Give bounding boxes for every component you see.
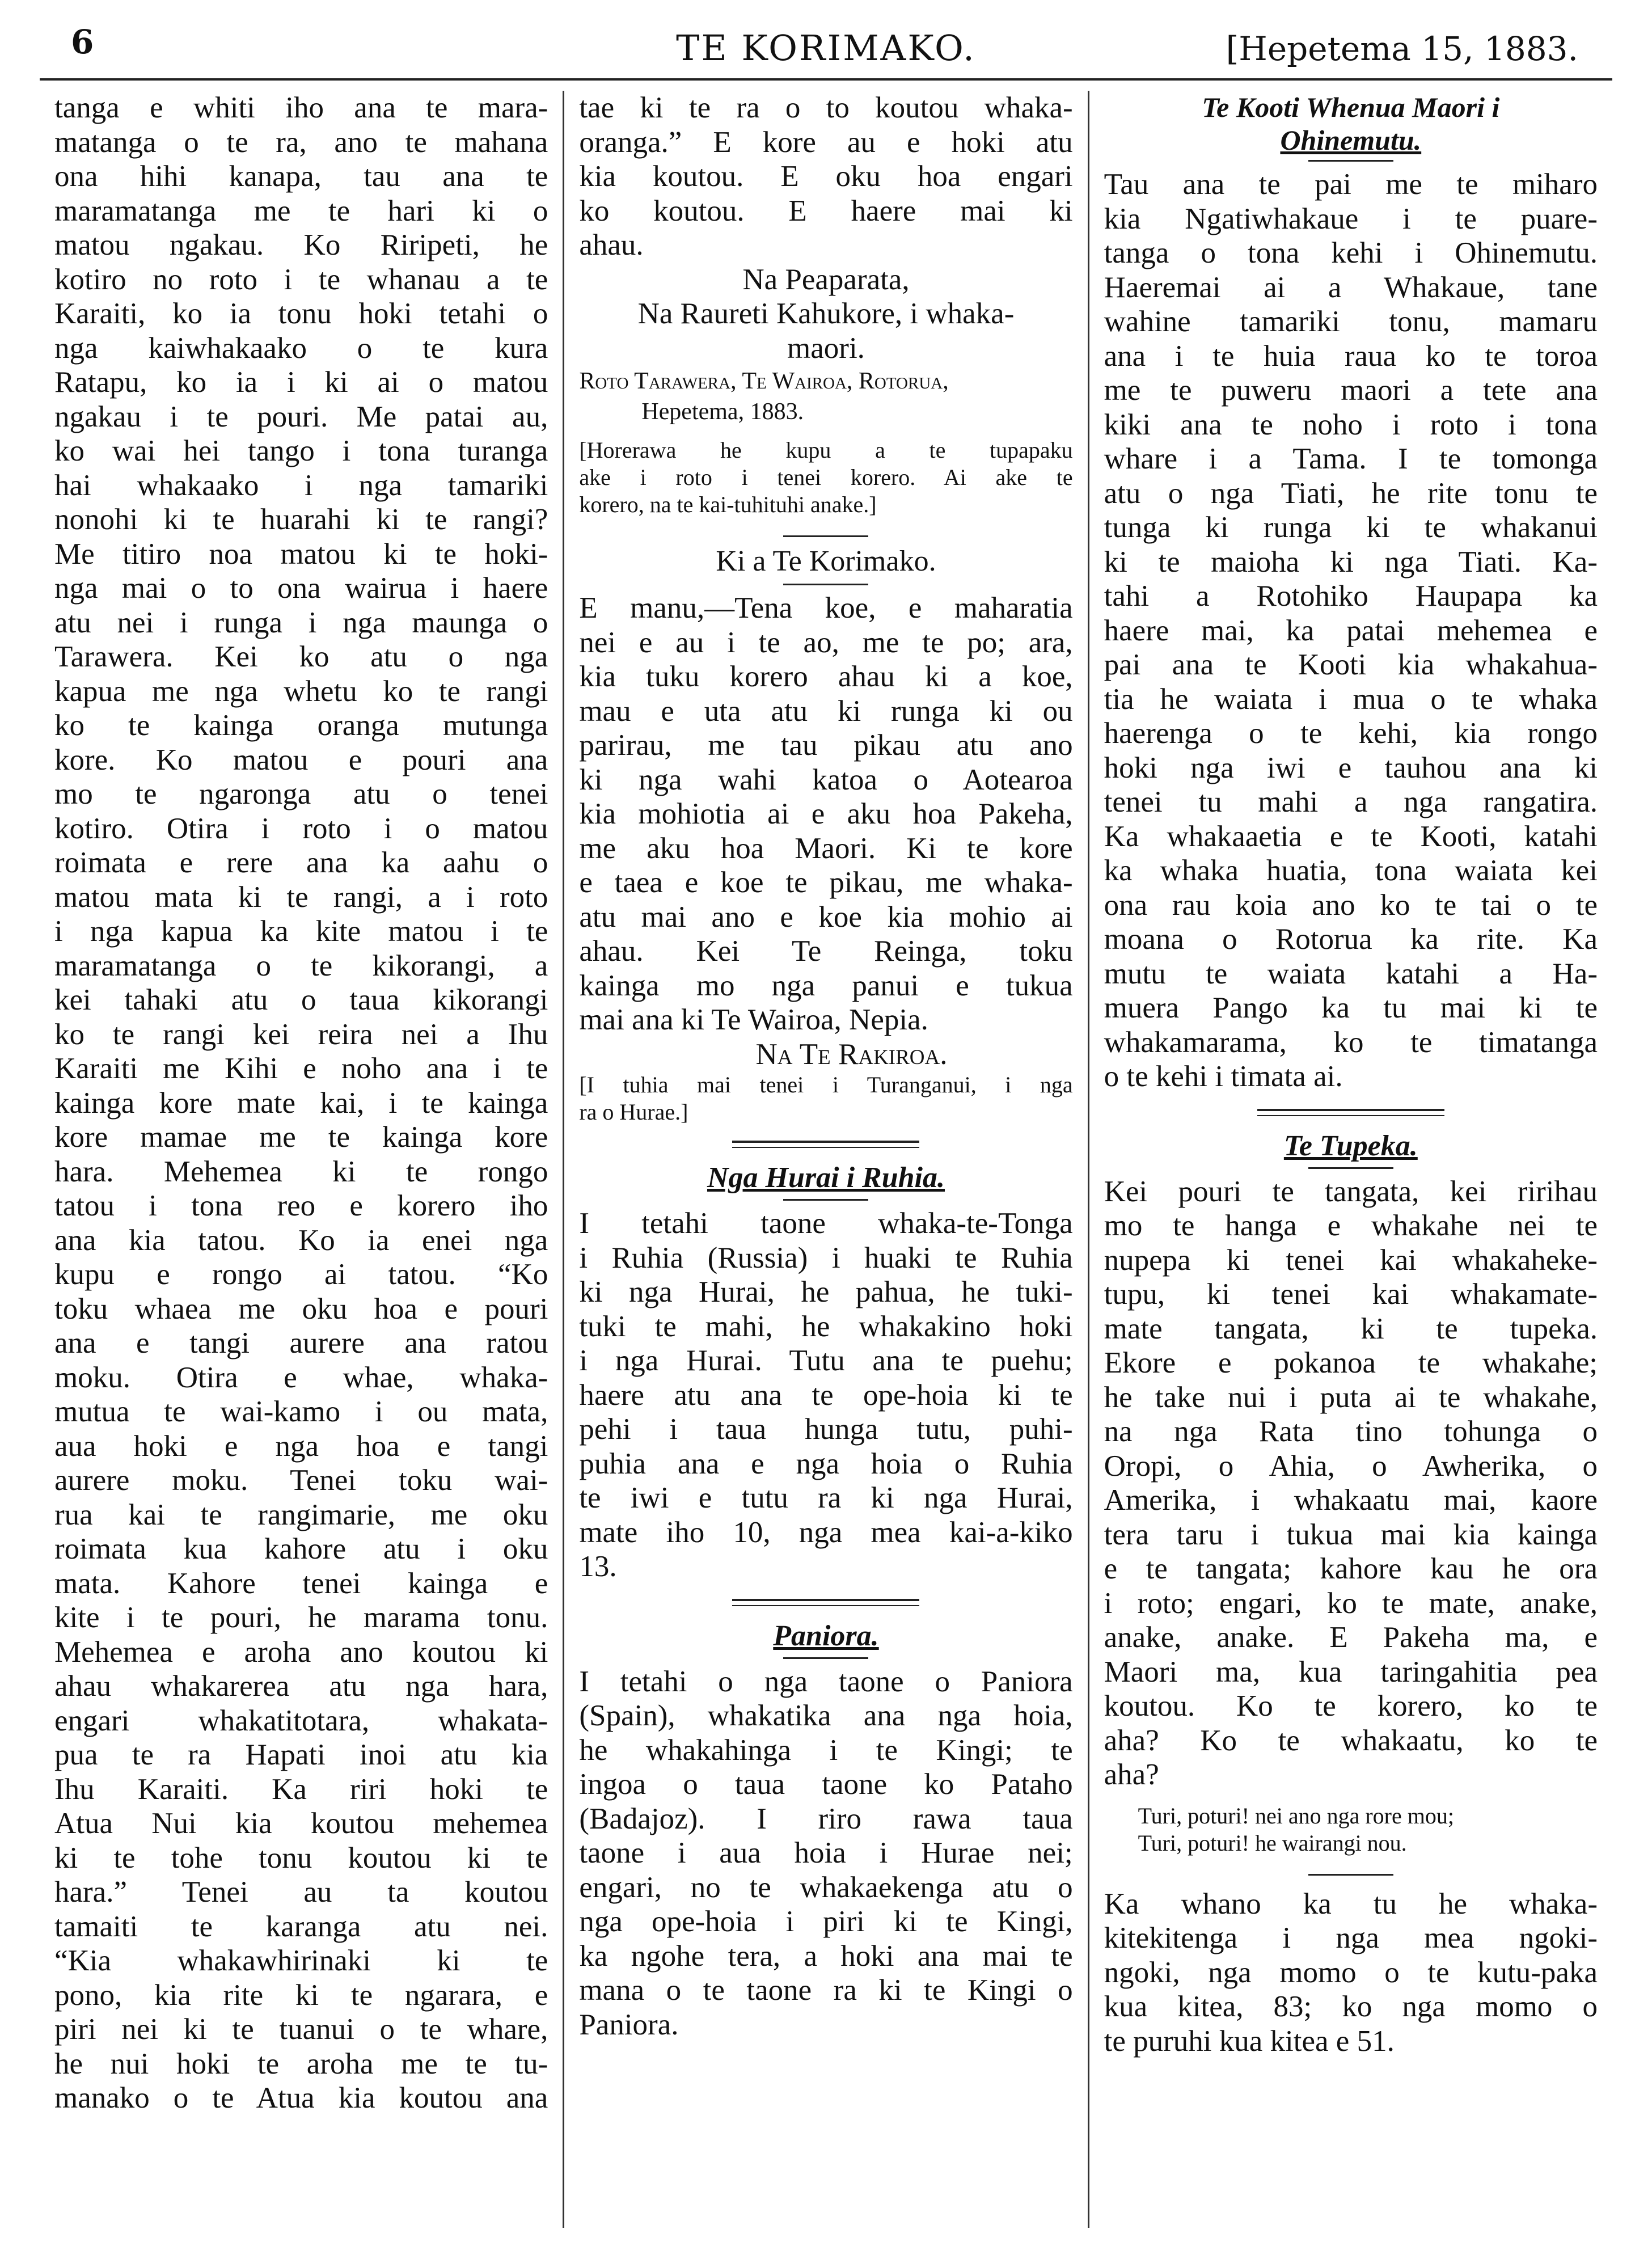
text-line: tatou i tona reo e korero iho [54,1189,548,1222]
text-line: pai ana te Kooti kia whakahua- [1104,648,1598,681]
text-line: e te tangata; kahore kau he ora [1104,1552,1598,1585]
text-line: tamaiti te karanga atu nei. [54,1910,548,1943]
text-line: koutou. Ko te korero, ko te [1104,1690,1598,1722]
short-rule [783,1199,868,1201]
text-line: I tetahi taone whaka-te-Tonga [579,1207,1073,1240]
columns [40,91,1612,2228]
note-line: ra o Hurae.] [579,1099,688,1125]
text-line: Haeremai ai a Whakaue, tane [1104,271,1598,304]
text-line: i roto; engari, ko te mate, anake, [1104,1586,1598,1620]
text-line: roimata kua kahore atu i oku [54,1532,548,1565]
text-line: mate tangata, ki te tupeka. [1104,1312,1598,1345]
double-rule [1257,1109,1444,1116]
text-line: ka whaka huatia, tona waiata kei [1104,854,1598,887]
text-line: Ihu Karaiti. Ka riri hoki te [54,1772,548,1806]
text-line: ko te rangi kei reira nei a Ihu [54,1017,548,1051]
text-line: tera taru i tukua mai kia kainga [1104,1518,1598,1551]
text-line: mata. Kahore tenei kainga e [54,1567,548,1600]
text-line: ahau. [579,229,644,261]
text-line: nga ope-hoia i piri ki te Kingi, [579,1905,1073,1938]
text-line: wahine tamariki tonu, mamaru [1104,305,1598,338]
text-line: haerenga o te kehi, kia rongo [1104,717,1598,750]
text-line: kua kitea, 83; ko nga momo o [1104,1990,1598,2023]
section-heading-russia: Nga Hurai i Ruhia. [707,1162,945,1194]
text-line: taone i aua hoia i Hurae nei; [579,1836,1073,1869]
text-line: tunga ki runga ki te whakanui [1104,511,1598,544]
text-line: tuki te mahi, he whakakino hoki [579,1310,1073,1343]
text-line: kiki ana te noho i roto i tona [1104,408,1598,441]
issue-date: [Hepetema 15, 1883. [1226,29,1578,68]
section-heading-court: Te Kooti Whenua Maori i [1202,91,1500,123]
text-line: atu mai ano e koe kia mohio ai [579,900,1073,934]
text-line: kapua me nga whetu ko te rangi [54,674,548,708]
note-line: [Horerawa he kupu a te tupapaku [579,437,1073,463]
text-line: tupu, ki tenei kai whakamate- [1104,1278,1598,1311]
text-line: toku whaea me oku hoa e pouri [54,1292,548,1325]
text-line: Atua Nui kia koutou mehemea [54,1807,548,1840]
text-line: ka ngohe tera, a hoki ana mai te [579,1939,1073,1973]
text-line: kainga mo nga panui e tukua [579,969,1073,1002]
text-line: kainga kore mate kai, i te kainga [54,1086,548,1120]
text-line: kia Ngatiwhakaue i te puare- [1104,202,1598,235]
text-line: hara.” Tenei au ta koutou [54,1876,548,1909]
section-heading-court-place: Ohinemutu. [1280,124,1422,156]
text-line: ingoa o taua taone ko Pataho [579,1768,1073,1801]
text-line: 13. [579,1550,617,1583]
article-land-court [1104,167,1598,1094]
letter-heading: Ki a Te Korimako. [716,545,936,577]
text-line: ki nga wahi katoa o Aotearoa [579,763,1073,796]
text-line: ana i te huia raua ko te toroa [1104,339,1598,373]
text-line: ahau whakarerea atu nga hara, [54,1670,548,1703]
text-line: roimata e rere ana ka aahu o [54,846,548,879]
signoff-line: Na Raureti Kahukore, i whaka- [637,297,1015,330]
text-line: i nga Hurai. Tutu ana te puehu; [579,1344,1073,1377]
text-line: whakamarama, ko te timatanga [1104,1025,1598,1059]
text-line: maramatanga me te hari ki o [54,194,548,227]
text-line: kotiro. Otira i roto i o matou [54,812,548,845]
text-line: te puruhi kua kitea e 51. [1104,2024,1395,2058]
text-line: Ratapu, ko ia i ki ai o matou [54,366,548,399]
text-line: he nui hoki te aroha me te tu- [54,2047,548,2080]
text-line: mutua te wai-kamo i ou mata, [54,1395,548,1428]
text-line: hara. Mehemea ki te rongo [54,1155,548,1188]
short-rule [783,584,868,585]
text-line: Karaiti me Kihi e noho ana i te [54,1052,548,1085]
text-line: piri nei ki te tuanui o te whare, [54,2013,548,2046]
note-line: korero, na te kai-tuhituhi anake.] [579,492,877,517]
text-line: Amerika, i whakaatu mai, kaore [1104,1484,1598,1517]
text-line: maramatanga o te kikorangi, a [54,949,548,982]
text-line: me te puweru maori a tete ana [1104,374,1598,407]
text-line: ngoki, nga momo o te kutu-paka [1104,1956,1598,1989]
section-heading-tobacco: Te Tupeka. [1283,1129,1418,1162]
text-line: nga kaiwhakaako o te kura [54,331,548,365]
text-line: ko te kainga oranga mutunga [54,709,548,742]
note-line: ake i roto i tenei korero. Ai ake te [579,465,1073,490]
text-line: nga mai o to ona wairua i haere [54,572,548,605]
text-line: tahi a Rotohiko Haupapa ka [1104,580,1598,613]
text-line: i Ruhia (Russia) i huaki te Ruhia [579,1241,1073,1274]
letter-note [579,1071,1072,1126]
text-line: muera Pango ka tu mai ki te [1104,991,1598,1024]
text-line: Karaiti, ko ia tonu hoki tetahi o [54,297,548,330]
column-2 [563,91,1087,2228]
note-line: [I tuhia mai tenei i Turanganui, i nga [579,1072,1073,1097]
text-line: tanga e whiti iho ana te mara- [54,91,548,124]
text-line: mutu te waiata katahi a Ha- [1104,957,1598,990]
text-line: ngakau i te pouri. Me patai au, [54,400,548,433]
text-line: he take nui i puta ai te whakahe, [1104,1380,1598,1414]
text-line: mana o te taone ra ki te Kingi o [579,1974,1073,2007]
text-line: ki te maioha ki nga Tiati. Ka- [1104,545,1598,579]
text-line: hai whakaako i nga tamariki [54,468,548,502]
text-line: tenei tu mahi a nga rangatira. [1104,786,1598,818]
text-line: nupepa ki tenei kai whakaheke- [1104,1243,1598,1277]
text-line: na nga Rata tino tohunga o [1104,1415,1598,1448]
text-line: ona rau koia ano ko te tai o te [1104,888,1598,922]
page-number: 6 [71,23,94,61]
double-rule [732,1599,919,1606]
text-line: ki nga Hurai, he pahua, he tuki- [579,1276,1073,1308]
text-line: ana e tangi aurere ana ratou [54,1327,548,1359]
text-line: mate iho 10, nga mea kai-a-kiko [579,1515,1073,1549]
text-line: Ka whakaaetia e te Kooti, katahi [1104,820,1598,853]
text-line: moana o Rotorua ka rite. Ka [1104,923,1598,956]
text-line: rua kai te rangimarie, me oku [54,1498,548,1531]
text-line: ki te tohe tonu koutou ki te [54,1841,548,1874]
text-line: engari, no te whakaekenga atu o [579,1871,1073,1904]
text-line: puhia ana e nga hoia o Ruhia [579,1447,1073,1480]
text-line: tanga o tona kehi i Ohinemutu. [1104,237,1598,269]
text-line: (Spain), whakatika ana nga hoia, [579,1699,1073,1732]
text-line: Me titiro noa matou ki te hoki- [54,537,548,571]
text-line: kore mamae me te kainga kore [54,1121,548,1154]
editor-note [579,437,1072,518]
verse-line: Turi, poturi! nei ano nga rore mou; [1138,1802,1454,1829]
text-line: Mehemea e aroha ano koutou ki [54,1635,548,1669]
text-line: tae ki te ra o to koutou whaka- [579,91,1073,124]
article-spain [579,1665,1072,2042]
text-line: matou ngakau. Ko Riripeti, he [54,229,548,261]
text-line: Tarawera. Kei ko atu o nga [54,640,548,673]
text-line: kore. Ko matou e pouri ana [54,743,548,776]
text-line: mo te ngaronga atu o tenei [54,778,548,810]
text-line: engari whakatitotara, whakata- [54,1704,548,1737]
text-line: ko wai hei tango i tona turanga [54,434,548,467]
text-line: haere mai, ka patai mehemea e [1104,614,1598,647]
text-line: matou mata ki te rangi, a i roto [54,880,548,914]
text-line: tia he waiata i mua o te whaka [1104,682,1598,716]
place-line: Roto Tarawera, Te Wairoa, Rotorua, [579,368,949,394]
text-line: hoki nga iwi e tauhou ana ki [1104,751,1598,784]
short-rule [783,535,868,537]
text-line: i nga kapua ka kite matou i te [54,915,548,948]
text-line: kia tuku korero ahau ki a koe, [579,660,1073,693]
text-line: Ka whano ka tu he whaka- [1104,1887,1598,1920]
newspaper-title: TE KORIMAKO. [676,27,976,69]
text-line: kite i te pouri, he marama tonu. [54,1601,548,1634]
text-line: Maori ma, kua taringahitia pea [1104,1655,1598,1688]
column-3 [1088,91,1612,2228]
text-line: pono, kia rite ki te ngarara, e [54,1978,548,2012]
text-line: moku. Otira e whae, whaka- [54,1361,548,1394]
text-line: Paniora. [579,2008,679,2041]
text-line: mau e uta atu ki runga ki ou [579,694,1073,728]
verse-line: Turi, poturi! he wairangi nou. [1138,1830,1407,1856]
section-heading-spain: Paniora. [773,1619,879,1652]
text-line: nonohi ki te huarahi ki te rangi? [54,503,548,536]
text-line: o te kehi i timata ai. [1104,1060,1343,1093]
text-line: atu o nga Tiati, he rite tonu te [1104,476,1598,510]
place-date-line: Hepetema, 1883. [641,399,804,425]
page-header [40,23,1612,74]
text-line: kitekitenga i nga mea ngoki- [1104,1922,1598,1954]
letter-to-korimako [579,591,1072,1037]
text-line: te iwi e tutu ra ki nga Hurai, [579,1481,1073,1514]
text-line: aha? [1104,1758,1159,1791]
column-1 [40,91,563,2228]
double-rule [732,1141,919,1148]
signoff-line: Na Peaparata, [742,263,910,296]
text-line: pehi i taua hunga tutu, puhi- [579,1413,1073,1446]
text-line: I tetahi o nga taone o Paniora [579,1665,1073,1698]
text-line: kia koutou. E oku hoa engari [579,160,1073,193]
text-line: oranga.” E kore au e hoki atu [579,125,1073,159]
text-line: e taea e koe te pikau, me whaka- [579,866,1073,899]
short-rule [1308,160,1393,162]
letter-continuation [579,91,1072,263]
text-line: E manu,—Tena koe, e maharatia [579,592,1073,624]
verse-quote [1104,1802,1598,1857]
article-tobacco [1104,1175,1598,1792]
text-line: mai ana ki Te Wairoa, Nepia. [579,1003,928,1036]
article-insects [1104,1887,1598,2059]
text-line: aurere moku. Tenei toku wai- [54,1464,548,1497]
text-line: ahau. Kei Te Reinga, toku [579,935,1073,968]
text-line: matanga o te ra, ano te mahana [54,125,548,159]
header-rule [40,78,1612,81]
text-line: ana kia tatou. Ko ia enei nga [54,1223,548,1257]
short-rule [1308,1167,1393,1169]
text-line: nei e au i te ao, me te po; ara, [579,626,1073,659]
text-line: ko koutou. E haere mai ki [579,194,1073,227]
text-line: he whakahinga i te Kingi; te [579,1733,1073,1767]
text-line: Ekore e pokanoa te whakahe; [1104,1346,1598,1379]
text-line: me aku hoa Maori. Ki te kore [579,831,1073,865]
text-line: atu nei i runga i nga maunga o [54,606,548,639]
text-line: (Badajoz). I riro rawa taua [579,1802,1073,1835]
signoff-name: Na Te Rakiroa. [755,1037,948,1071]
text-line: haere atu ana te ope-hoia ki te [579,1378,1073,1412]
text-line: anake, anake. E Pakeha ma, e [1104,1621,1598,1654]
text-line: kupu e rongo ai tatou. “Ko [54,1258,548,1291]
text-line: ona hihi kanapa, tau ana te [54,160,548,193]
text-line: aha? Ko te whakaatu, ko te [1104,1724,1598,1757]
text-line: parirau, me tau pikau atu ano [579,729,1073,762]
text-line: kia mohiotia ai e aku hoa Pakeha, [579,797,1073,830]
text-line: aua hoki e nga hoa e tangi [54,1429,548,1463]
article-russia [579,1206,1072,1584]
text-line: kei tahaki atu o taua kikorangi [54,983,548,1016]
text-line: Oropi, o Ahia, o Awherika, o [1104,1449,1598,1483]
short-rule [1308,1874,1393,1876]
text-line: manako o te Atua kia koutou ana [54,2081,548,2114]
signoff-line: maori. [787,331,865,365]
text-line: mo te hanga e whakahe nei te [1104,1209,1598,1242]
text-line: kotiro no roto i te whanau a te [54,263,548,296]
text-line: “Kia whakawhirinaki ki te [54,1944,548,1977]
text-line: whare i a Tama. I te tomonga [1104,442,1598,475]
text-line: Tau ana te pai me te miharo [1104,168,1598,201]
text-line: pua te ra Hapati inoi atu kia [54,1738,548,1771]
text-line: Kei pouri te tangata, kei ririhau [1104,1175,1598,1208]
short-rule [783,1657,868,1659]
